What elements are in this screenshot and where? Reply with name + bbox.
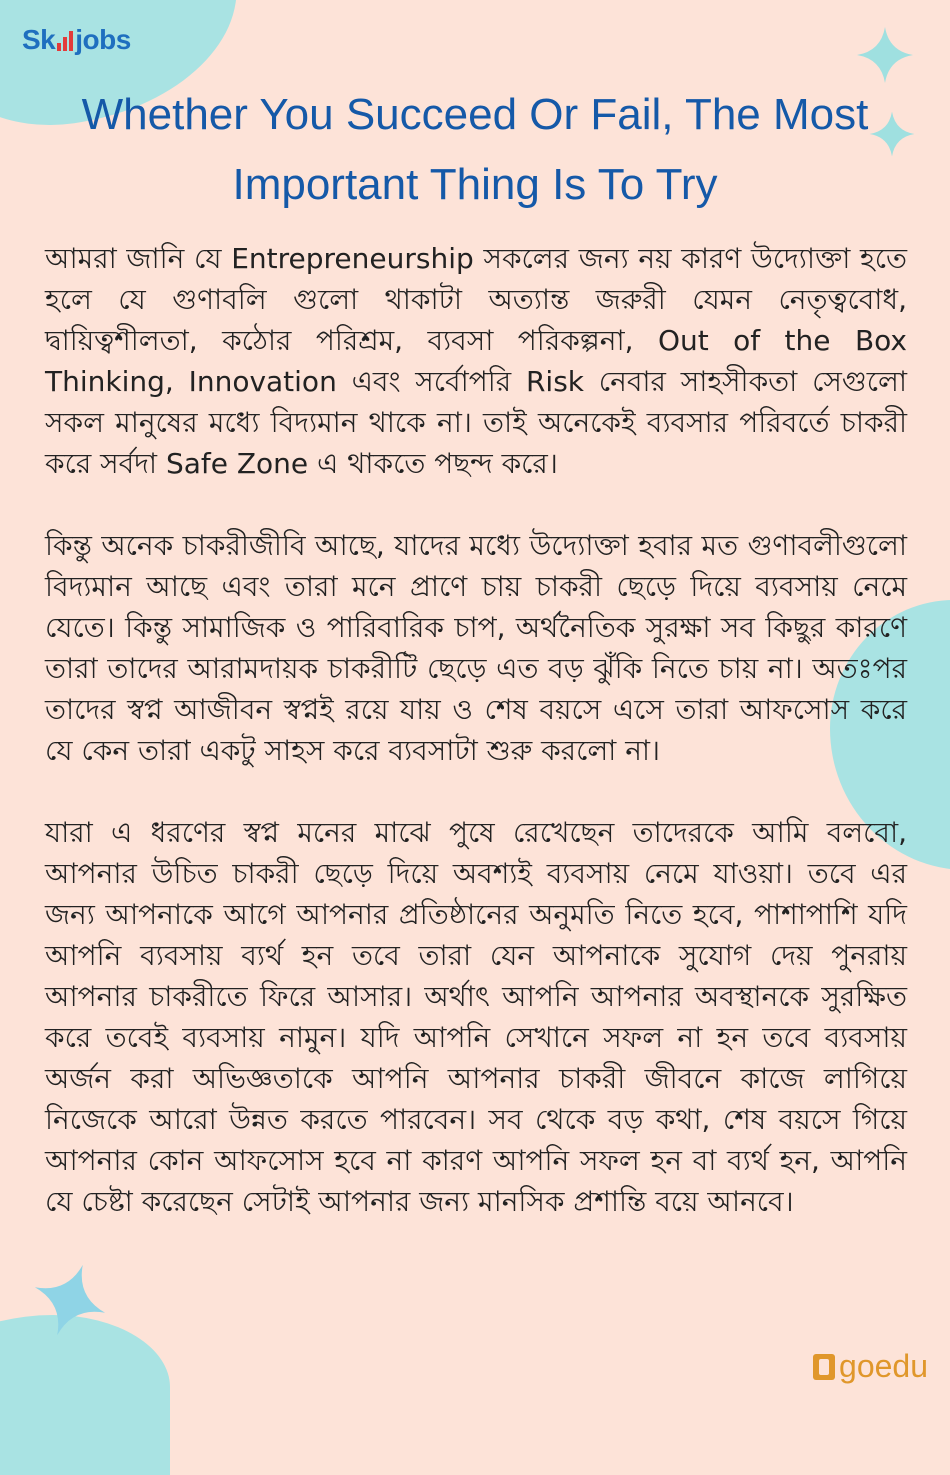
skill-jobs-logo: [22, 24, 131, 56]
logo-text-left: Sk: [22, 24, 56, 55]
sparkle-icon: [30, 1260, 110, 1340]
logo-text-right: jobs: [75, 24, 131, 55]
bar-chart-icon: [56, 29, 74, 51]
article-body: [45, 238, 907, 1263]
sparkle-icon: [855, 25, 915, 85]
goedu-logo-text: goedu: [839, 1348, 928, 1384]
paragraph-1: আমরা জানি যে Entrepreneurship সকলের জন্য নয় কারণ উদ্যোক্তা হতে হলে যে গুণাবলি গুলো থাকাটা অত্যান্ত জরুরী যেমন নেতৃত্ববোধ, দ্বায়িত্বশীলতা, কঠোর পরিশ্রম, ব্যবসা পরিকল্পনা, Out of the Box Thinking, Innovation এবং সর্বোপরি Risk নেবার সাহসীকতা সেগুলো সকল মানুষের মধ্যে বিদ্যমান থাকে না। তাই অনেকেই ব্যবসার পরিবর্তে চাকরী করে সর্বদা Safe Zone এ থাকতে পছন্দ করে।: [45, 242, 907, 480]
goedu-logo: [813, 1348, 928, 1385]
page-title: Whether You Succeed Or Fail, The Most Important Thing Is To Try: [81, 90, 869, 209]
goedu-logo-icon: [813, 1354, 835, 1380]
paragraph-2: কিন্তু অনেক চাকরীজীবি আছে, যাদের মধ্যে উদ্যোক্তা হবার মত গুণাবলীগুলো বিদ্যমান আছে এবং তারা মনে প্রাণে চায় চাকরী ছেড়ে দিয়ে ব্যবসায় নেমে যেতে। কিন্তু সামাজিক ও পারিবারিক চাপ, অর্থনৈতিক সুরক্ষা সব কিছুর কারণে তারা তাদের আরামদায়ক চাকরীটি ছেড়ে এত বড় ঝুঁকি নিতে চায় না। অতঃপর তাদের স্বপ্ন আজীবন স্বপ্নই রয়ে যায় ও শেষ বয়সে এসে তারা আফসোস করে যে কেন তারা একটু সাহস করে ব্যবসাটা শুরু করলো না।: [45, 529, 907, 767]
paragraph-3: যারা এ ধরণের স্বপ্ন মনের মাঝে পুষে রেখেছেন তাদেরকে আমি বলবো, আপনার উচিত চাকরী ছেড়ে দিয়ে অবশ্যই ব্যবসায় নেমে যাওয়া। তবে এর জন্য আপনাকে আগে আপনার প্রতিষ্ঠানের অনুমতি নিতে হবে, পাশাপাশি যদি আপনি ব্যবসায় ব্যর্থ হন তবে তারা যেন আপনাকে সুযোগ দেয় পুনরায় আপনার চাকরীতে ফিরে আসার। অর্থাৎ আপনি আপনার অবস্থানকে সুরক্ষিত করে তবেই ব্যবসায় নামুন। যদি আপনি সেখানে সফল না হন তবে ব্যবসায় অর্জন করা অভিজ্ঞতাকে আপনি আপনার চাকরী জীবনে কাজে লাগিয়ে নিজেকে আরো উন্নত করতে পারবেন। সব থেকে বড় কথা, শেষ বয়সে গিয়ে আপনার কোন আফসোস হবে না কারণ আপনি সফল হন বা ব্যর্থ হন, আপনি যে চেষ্টা করেছেন সেটাই আপনার জন্য মানসিক প্রশান্তি বয়ে আনবে।: [45, 816, 907, 1218]
